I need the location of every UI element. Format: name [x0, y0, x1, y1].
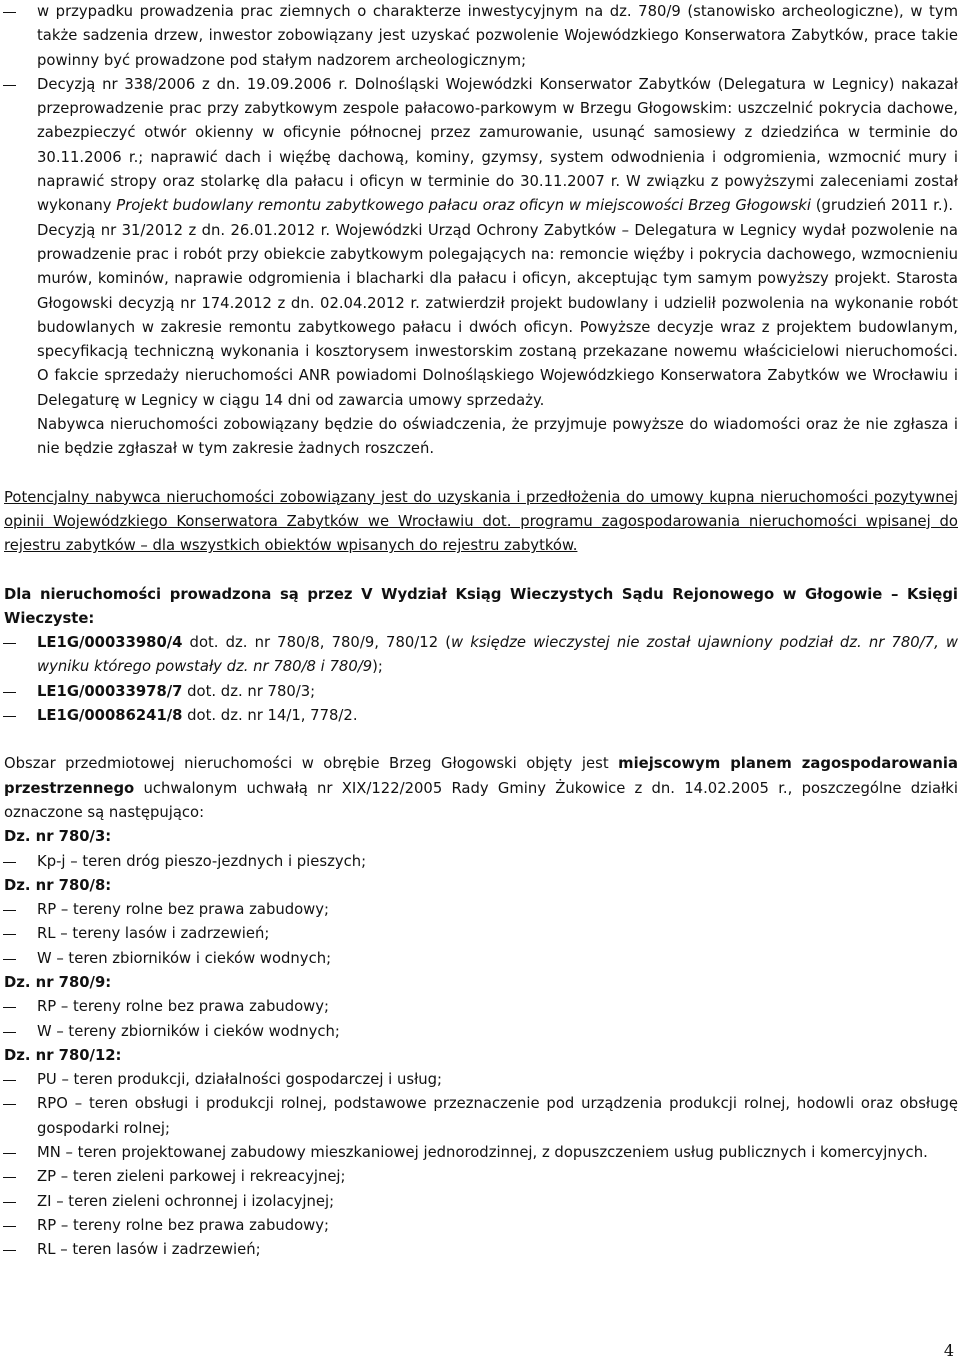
plot-heading: Dz. nr 780/8:	[4, 876, 112, 894]
plot-zoning-list	[0, 898, 960, 971]
zoning-item: MN – teren projektowanej zabudowy mieszkaniowej jednorodzinnej, z dopuszczeniem usług publicznych i komercyjnych.	[37, 1144, 928, 1162]
land-register-item: LE1G/00033980/4 dot. dz. nr 780/8, 780/9, 780/12 (w księdze wieczystej nie został ujawniony podział dz. nr 780/7, w wyniku którego powstały dz. nr 780/8 i 780/9);	[37, 634, 958, 676]
land-register-list	[0, 631, 960, 728]
plot-heading: Dz. nr 780/9:	[4, 973, 112, 991]
zoning-item: RL – teren lasów i zadrzewień;	[37, 1241, 261, 1259]
zoning-item: RPO – teren obsługi i produkcji rolnej, podstawowe przeznaczenie pod urządzenia produkcji rolnej, hodowli oraz obsługę gospodarki rolnej;	[37, 1095, 958, 1137]
plot-zoning-list	[0, 850, 960, 874]
buyer-statement-paragraph: Nabywca nieruchomości zobowiązany będzie do oświadczenia, że przyjmuje powyższe do wiadomości oraz że nie zgłasza i nie będzie zgłaszał w tym zakresie żadnych roszczeń.	[37, 416, 958, 458]
plot-heading: Dz. nr 780/3:	[4, 828, 112, 846]
zoning-item: ZI – teren zieleni ochronnej i izolacyjnej;	[37, 1192, 335, 1210]
zoning-item: RP – tereny rolne bez prawa zabudowy;	[37, 1216, 329, 1234]
page-number: 4	[943, 1340, 954, 1360]
plot-zoning-list	[0, 995, 960, 1044]
opinion-requirement-paragraph: Potencjalny nabywca nieruchomości zobowiązany jest do uzyskania i przedłożenia do umowy kupna nieruchomości pozytywnej opinii Wojewódzkiego Konserwatora Zabytków we Wrocławiu dot. programu zagospodarowania nieruchomości wpisanej do rejestru zabytków – dla wszystkich obiektów wpisanych do rejestru zabytków.	[4, 488, 958, 555]
list-item: Decyzją nr 338/2006 z dn. 19.09.2006 r. Dolnośląski Wojewódzki Konserwator Zabytków (Delegatura w Legnicy) nakazał przeprowadzenie prac przy zabytkowym zespole pałacowo-parkowym w Brzegu Głogowskim: uszczelnić pokrycia dachowe, zabezpieczyć otwór okienny w oficynie północnej przez zamurowanie, usunąć samosiewy z dziedzińca w terminie do 30.11.2006 r.; naprawić dach i więźbę dachową, kominy, gzymsy, system odwodnienia i odgromienia, wzmocnić mury i naprawić stropy oraz stolarkę dla pałacu i oficyn w terminie do 30.11.2007 r. W związku z powyższymi zaleceniami został wykonany Projekt budowlany remontu zabytkowego pałacu oraz oficyn w miejscowości Brzeg Głogowski (grudzień 2011 r.).	[37, 75, 958, 215]
land-register-item: LE1G/00086241/8 dot. dz. nr 14/1, 778/2.	[37, 707, 358, 725]
zoning-item: ZP – teren zieleni parkowej i rekreacyjnej;	[37, 1168, 346, 1186]
plot-heading: Dz. nr 780/12:	[4, 1046, 122, 1064]
plot-zoning-sections	[0, 825, 960, 1262]
zoning-item: RL – tereny lasów i zadrzewień;	[37, 925, 270, 943]
zoning-item: W – tereny zbiorników i cieków wodnych;	[37, 1022, 340, 1040]
zoning-item: RP – tereny rolne bez prawa zabudowy;	[37, 998, 329, 1016]
land-register-heading: Dla nieruchomości prowadzona są przez V Wydział Ksiąg Wieczystych Sądu Rejonowego w Głogowie – Księgi Wieczyste:	[4, 585, 958, 627]
conservation-requirements-list	[0, 0, 960, 219]
zoning-intro-paragraph: Obszar przedmiotowej nieruchomości w obrębie Brzeg Głogowski objęty jest miejscowym planem zagospodarowania przestrzennego uchwalonym uchwałą nr XIX/122/2005 Rady Gminy Żukowice z dn. 14.02.2005 r., poszczególne działki oznaczone są następująco:	[4, 755, 958, 821]
zoning-item: Kp-j – teren dróg pieszo-jezdnych i pieszych;	[37, 852, 367, 870]
decision-2012-paragraph: Decyzją nr 31/2012 z dn. 26.01.2012 r. Wojewódzki Urząd Ochrony Zabytków – Delegatura w Legnicy wydał pozwolenie na prowadzenie prac i robót przy obiekcie zabytkowym polegających na: remoncie więźby i pokrycia dachowego, wzmocnieniu murów, kominów, naprawie odgromienia i blacharki dla pałacu i oficyn, akceptując tym samym powyższy projekt. Starosta Głogowski decyzją nr 174.2012 z dn. 02.04.2012 r. zatwierdził projekt budowlany i udzielił pozwolenia na wykonanie robót budowlanych w zakresie remontu zabytkowego pałacu i dwóch oficyn. Powyższe decyzje wraz z projektem budowlanym, specyfikacją techniczną wykonania i kosztorysem inwestorskim zostaną przekazane nowemu właścicielowi nieruchomości. O fakcie sprzedaży nieruchomości ANR powiadomi Dolnośląskiego Wojewódzkiego Konserwatora Zabytków we Wrocławiu i Delegaturę w Legnicy w ciągu 14 dni od zawarcia umowy sprzedaży.	[37, 221, 958, 409]
list-item: w przypadku prowadzenia prac ziemnych o charakterze inwestycyjnym na dz. 780/9 (stanowisko archeologiczne), w tym także sadzenia drzew, inwestor zobowiązany jest uzyskać pozwolenie Wojewódzkiego Konserwatora Zabytków, prace takie powinny być prowadzone pod stałym nadzorem archeologicznym;	[37, 3, 958, 69]
project-title: Projekt budowlany remontu zabytkowego pałacu oraz oficyn w miejscowości Brzeg Głogowski	[116, 197, 812, 215]
zoning-item: PU – teren produkcji, działalności gospodarczej i usług;	[37, 1071, 443, 1089]
zoning-item: W – teren zbiorników i cieków wodnych;	[37, 949, 332, 967]
plot-zoning-list	[0, 1068, 960, 1262]
zoning-item: RP – tereny rolne bez prawa zabudowy;	[37, 901, 329, 919]
land-register-item: LE1G/00033978/7 dot. dz. nr 780/3;	[37, 682, 316, 700]
